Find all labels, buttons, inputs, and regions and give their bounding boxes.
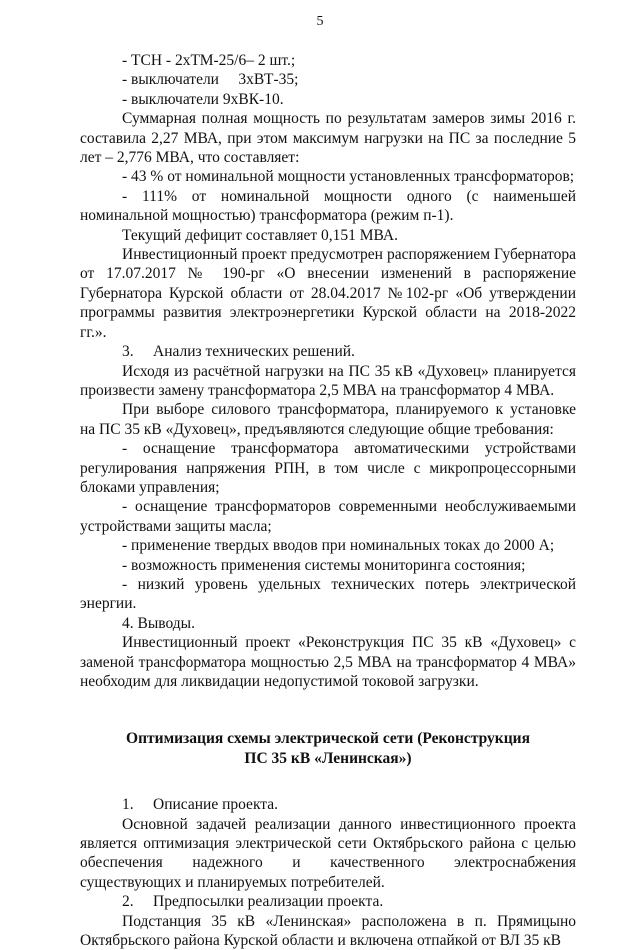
section-conclusions: 4. Выводы. [122,614,195,632]
equipment-line-switches-35: - выключатели 3хВТ-35; [122,71,299,89]
paragraph-prerequisites: Подстанция 35 кВ «Ленинская» расположена в п. Прямицыно Октябрьского района Курской области и включена отпайкой от ВЛ 35 кВ [80,912,576,950]
list-item-pct43: - 43 % от номинальной мощности установленных трансформаторов; [122,168,575,186]
section-heading [80,729,576,768]
section-heading-line-2: ПС 35 кВ «Ленинская») [244,749,412,767]
paragraph-choice: При выборе силового трансформатора, планируемого к установке на ПС 35 кВ «Духовец», предъявляются следующие общие требования: [80,401,576,438]
paragraph-description: Основной задачей реализации данного инвестиционного проекта является оптимизация электрической сети Октябрьского района с целью обеспечения надежного и качественного электроснабжения существующих и планируемых потребителей. [80,815,576,891]
list-item-pct111: - 111% от номинальной мощности одного (с наименьшей номинальной мощностью) трансформатора (режим п-1). [80,187,576,225]
equipment-line-tsn: - ТСН - 2хТМ-25/6– 2 шт.; [122,52,296,69]
paragraph-load: Суммарная полная мощность по результатам замеров зимы 2016 г. составила 2,27 МВА, при этом максимум нагрузки на ПС за последние 5 лет – 2,776 МВА, что составляет: [80,110,576,167]
section-description: 1. Описание проекта. [122,796,278,814]
section-analysis: 3. Анализ технических решений. [122,343,355,361]
paragraph-conclusion: Инвестиционный проект «Реконструкция ПС 35 кВ «Духовец» с заменой трансформатора мощностью 2,5 МВА на трансформатор 4 МВА» необходим для ликвидации недопустимой токовой загрузки. [80,634,576,690]
document-body [80,51,576,950]
paragraph-deficit: Текущий дефицит составляет 0,151 МВА. [122,226,398,244]
section-heading-line-1: Оптимизация схемы электрической сети (Реконструкция [126,730,530,748]
requirement-1: - оснащение трансформатора автоматическими устройствами регулирования напряжения РПН, в том числе с микропроцессорными блоками управления; [80,440,576,496]
requirement-5: - низкий уровень удельных технических потерь электрической энергии. [80,575,576,613]
page-number: 5 [316,14,324,29]
paragraph-calculation: Исходя из расчётной нагрузки на ПС 35 кВ «Духовец» планируется произвести замену трансформатора 2,5 МВА на трансформатор 4 МВА. [80,362,576,399]
requirement-4: - возможность применения системы мониторинга состояния; [122,556,526,574]
requirement-3: - применение твердых вводов при номинальных токах до 2000 А; [122,537,555,555]
paragraph-investment: Инвестиционный проект предусмотрен распоряжением Губернатора от 17.07.2017 № 190-рг «О внесении изменений в распоряжение Губернатора Курской области от 28.04.2017 №102-рг «Об утверждении программы развития электроэнергетики Курской области на 2018-2022 гг.». [80,246,576,341]
section-prerequisites: 2. Предпосылки реализации проекта. [122,893,384,911]
equipment-line-switches-10: - выключатели 9хВК-10. [122,90,284,108]
requirement-2: - оснащение трансформаторов современными необслуживаемыми устройствами защиты масла; [80,498,576,535]
